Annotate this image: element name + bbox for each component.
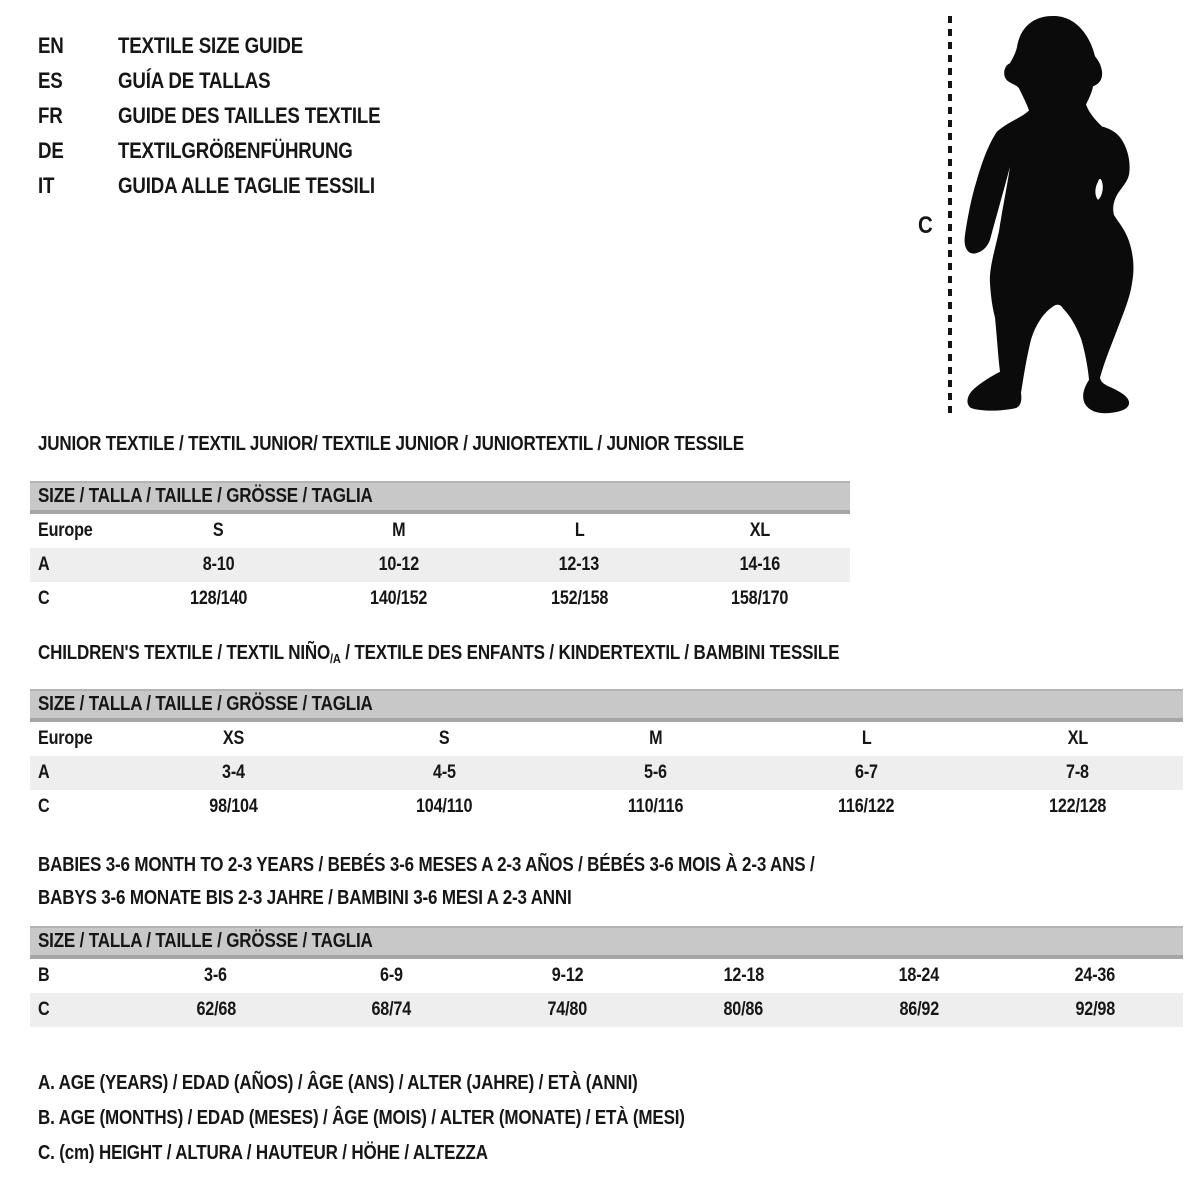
age-cell: 8-10 [202,554,235,575]
height-cell: 98/104 [209,796,258,817]
size-cell: L [574,520,585,541]
height-cell: 128/140 [189,588,247,609]
size-cell: L [861,728,872,749]
size-header-label: SIZE / TALLA / TAILLE / GRÖSSE / TAGLIA [38,485,373,507]
guide-title-fr: GUIDE DES TAILLES TEXTILE [118,102,381,128]
size-header-bar [30,926,1183,959]
language-code: EN [38,32,64,58]
guide-title-en: TEXTILE SIZE GUIDE [118,32,304,58]
height-cell: 80/86 [723,999,764,1020]
age-cell: 7-8 [1066,762,1089,783]
size-cell: M [648,728,663,749]
language-row-fr [38,98,427,133]
size-header-bar [30,481,850,514]
table-row [30,548,850,582]
guide-title-it: GUIDA ALLE TAGLIE TESSILI [118,172,375,198]
age-cell: 18-24 [899,965,940,986]
language-code: ES [38,67,63,93]
age-cell: 14-16 [739,554,780,575]
row-label: C [38,588,50,609]
height-cell: 110/116 [627,796,684,817]
height-cell: 92/98 [1075,999,1115,1020]
row-label: A [38,762,50,783]
height-cell: 86/92 [899,999,940,1020]
toddler-silhouette-icon [962,14,1140,416]
table-row [30,993,1183,1027]
age-cell: 10-12 [378,554,419,575]
language-row-en [38,28,427,63]
height-cell: 158/170 [731,588,789,609]
height-cell: 62/68 [196,999,236,1020]
legend-line-a: A. AGE (YEARS) / EDAD (AÑOS) / ÂGE (ANS) / ALTER (JAHRE) / ETÀ (ANNI) [38,1072,638,1094]
table-row [30,756,1183,790]
size-cell: S [439,728,450,749]
table-row [30,722,1183,756]
age-cell: 5-6 [644,762,667,783]
children-section-title [38,642,839,666]
row-label: C [38,999,50,1020]
size-cell: XL [749,520,770,541]
age-cell: 4-5 [433,762,456,783]
legend-line-c: C. (cm) HEIGHT / ALTURA / HAUTEUR / HÖHE / ALTEZZA [38,1142,488,1164]
table-row [30,582,850,616]
height-measure-dashed-line [948,16,952,417]
language-code: FR [38,102,63,128]
junior-size-table [30,481,850,616]
children-title-prefix: CHILDREN'S TEXTILE / TEXTIL NIÑO [38,642,331,664]
language-row-it [38,168,427,203]
age-cell: 12-13 [559,554,600,575]
row-label: A [38,554,50,575]
babies-section-title [38,849,952,915]
table-row [30,514,850,548]
size-cell: M [392,520,406,541]
height-cell: 104/110 [416,796,473,817]
junior-section-title: JUNIOR TEXTILE / TEXTIL JUNIOR/ TEXTILE JUNIOR / JUNIORTEXTIL / JUNIOR TESSILE [38,433,744,455]
row-label: B [38,965,50,986]
height-cell: 68/74 [371,999,412,1020]
height-cell: 140/152 [370,588,428,609]
table-row [30,959,1183,993]
legend-line-b: B. AGE (MONTHS) / EDAD (MESES) / ÂGE (MOIS) / ALTER (MONATE) / ETÀ (MESI) [38,1107,685,1129]
age-cell: 6-7 [855,762,878,783]
guide-title-es: GUÍA DE TALLAS [118,67,271,93]
guide-title-de: TEXTILGRÖßENFÜHRUNG [118,137,353,163]
language-row-de [38,133,427,168]
children-size-table [30,689,1183,824]
age-cell: 24-36 [1074,965,1116,986]
row-label: C [38,796,50,817]
babies-title-line1: BABIES 3-6 MONTH TO 2-3 YEARS / BEBÉS 3-6 MESES A 2-3 AÑOS / BÉBÉS 3-6 MOIS À 2-3 ANS / [38,854,815,876]
height-cell: 74/80 [547,999,588,1020]
size-cell: S [212,520,224,541]
language-row-es [38,63,427,98]
row-label: Europe [38,520,93,541]
children-title-suffix: / TEXTILE DES ENFANTS / KINDERTEXTIL / BAMBINI TESSILE [340,642,840,664]
language-code: DE [38,137,64,163]
size-cell: XS [222,728,245,749]
row-label: Europe [38,728,93,749]
babies-title-line2: BABYS 3-6 MONATE BIS 2-3 JAHRE / BAMBINI 3-6 MESI A 2-3 ANNI [38,887,572,909]
size-cell: XL [1067,728,1088,749]
height-cell: 152/158 [550,588,608,609]
age-cell: 3-6 [204,965,228,986]
size-header-bar [30,689,1183,722]
size-header-label: SIZE / TALLA / TAILLE / GRÖSSE / TAGLIA [38,693,373,715]
age-cell: 12-18 [723,965,764,986]
size-header-label: SIZE / TALLA / TAILLE / GRÖSSE / TAGLIA [38,930,373,952]
age-cell: 6-9 [380,965,404,986]
age-cell: 3-4 [222,762,245,783]
measurement-legend [38,1066,799,1171]
babies-size-table [30,926,1183,1027]
height-cell: 116/122 [838,796,895,817]
language-title-list [38,28,427,203]
age-cell: 9-12 [551,965,584,986]
language-code: IT [38,172,55,198]
height-measure-label: C [918,212,933,239]
height-cell: 122/128 [1048,796,1107,817]
table-row [30,790,1183,824]
children-title-subscript: /A [330,651,341,666]
